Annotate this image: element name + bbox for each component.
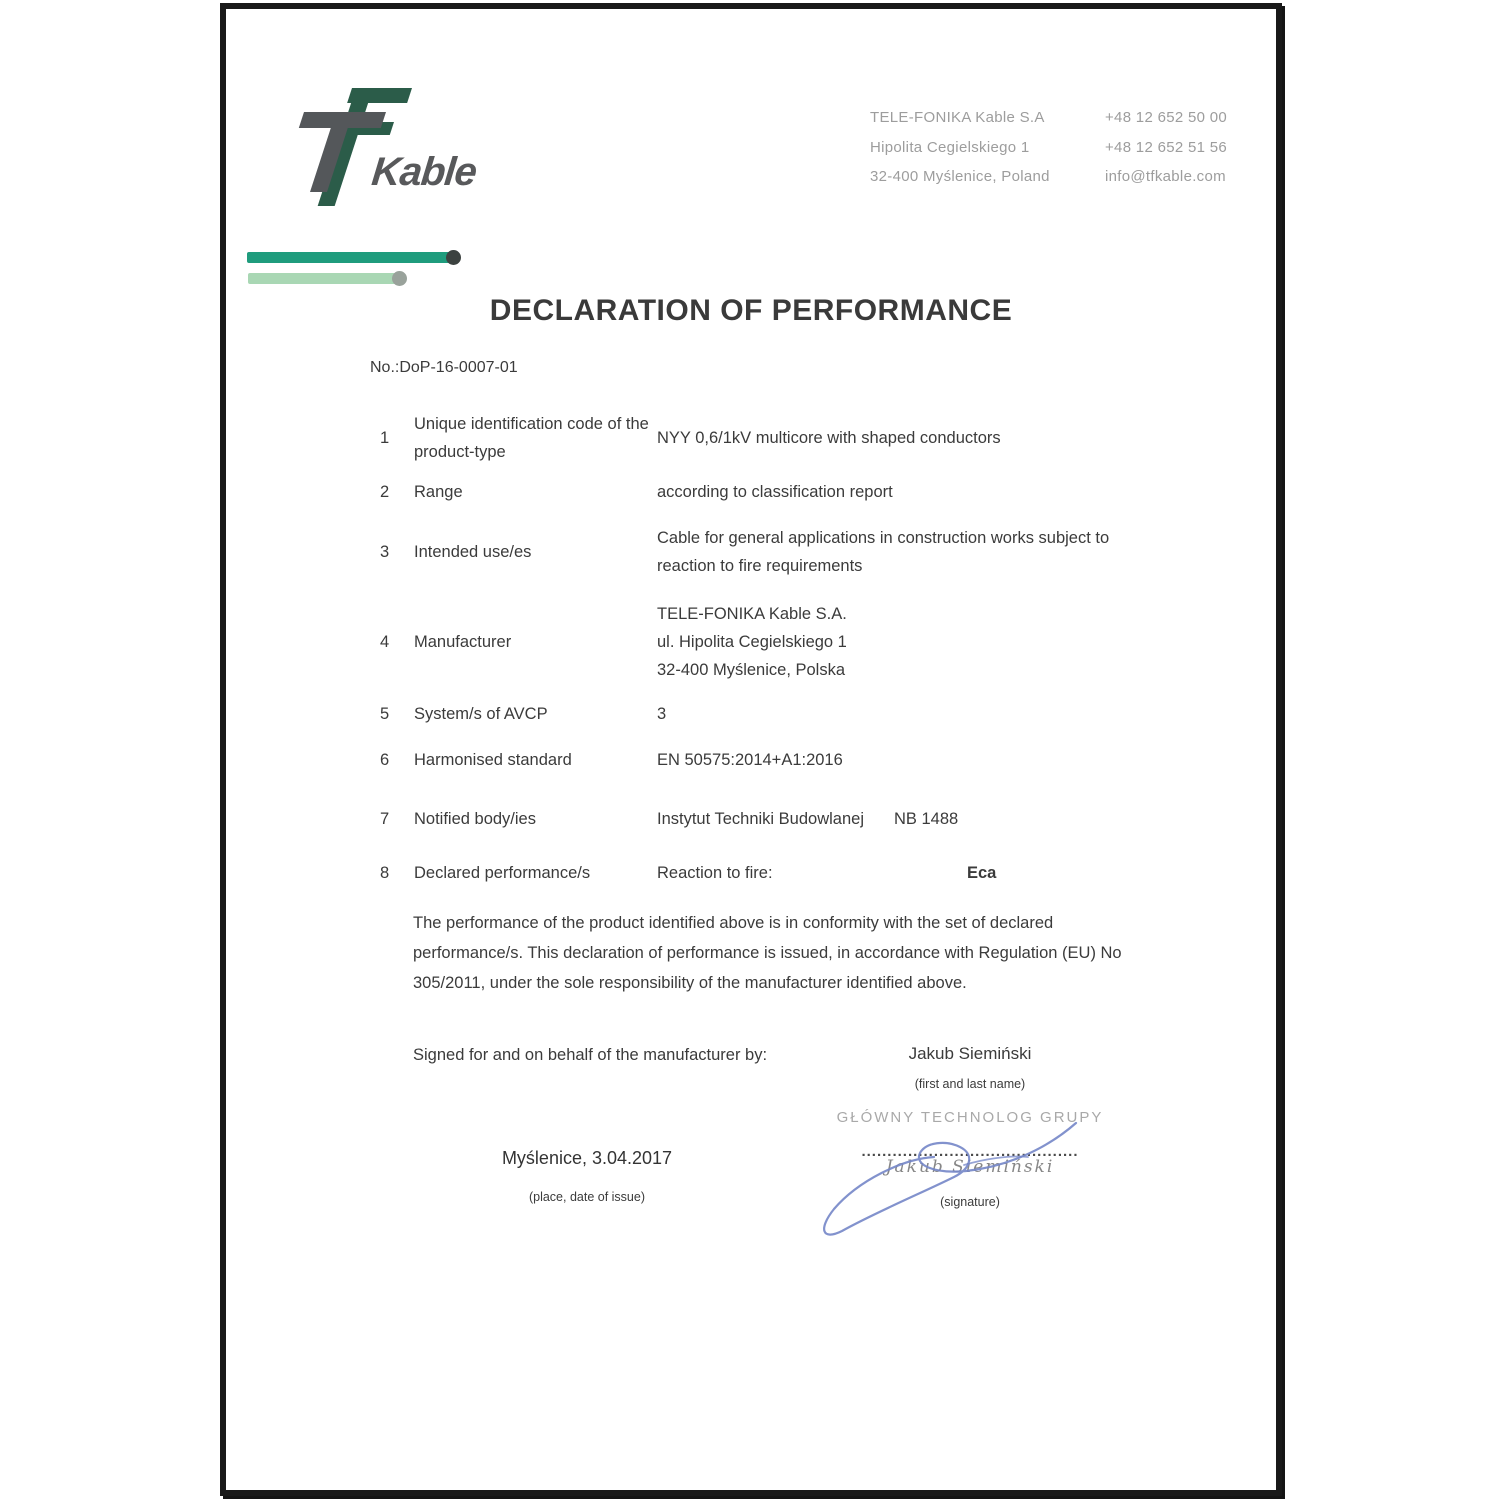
company-name: TELE-FONIKA Kable S.A: [870, 109, 1045, 126]
list-item-7: [380, 805, 1150, 833]
item-label: Intended use/es: [414, 543, 532, 561]
item-number: 4: [380, 633, 390, 651]
item-value: 3: [657, 705, 667, 723]
teal-rule-end-dot: [446, 250, 461, 265]
signature-dotted-line: ..........................................: [861, 1143, 1079, 1160]
item-value: according to classification report: [657, 483, 893, 501]
item-number: 2: [380, 483, 390, 501]
list-item-6: [380, 746, 1150, 774]
signed-by-label: Signed for and on behalf of the manufacturer by:: [413, 1046, 768, 1064]
notified-body-number: NB 1488: [893, 810, 959, 828]
tfkable-logo: [300, 88, 490, 208]
handwritten-signature: [814, 1107, 1114, 1247]
item-value: [657, 600, 1135, 684]
logo-f-top-bar: [347, 88, 412, 103]
manufacturer-line: TELE-FONIKA Kable S.A.: [657, 605, 847, 623]
list-item-5: [380, 700, 1150, 728]
light-green-rule: [248, 273, 398, 284]
list-item-3: [380, 524, 1150, 580]
page-title: DECLARATION OF PERFORMANCE: [489, 294, 1013, 327]
item-value: [657, 859, 1150, 887]
item-label: Harmonised standard: [414, 751, 572, 769]
notified-body-name: Instytut Techniki Budowlanej: [657, 810, 864, 828]
declaration-list: [380, 410, 1150, 887]
document-number: No.:DoP-16-0007-01: [370, 359, 518, 376]
item-number: 6: [380, 751, 390, 769]
document-page: [220, 3, 1282, 1496]
item-number: 1: [380, 429, 390, 447]
list-item-2: [380, 478, 1150, 506]
light-green-rule-end-dot: [392, 271, 407, 286]
stamp-name: Jakub Siemiński: [885, 1157, 1055, 1177]
reaction-to-fire-label: Reaction to fire:: [657, 864, 773, 882]
item-value: NYY 0,6/1kV multicore with shaped conductors: [657, 429, 1001, 447]
item-label: System/s of AVCP: [414, 705, 548, 723]
conformity-statement: The performance of the product identified above is in conformity with the set of declared performance/s. This declaration of performance is issued, in accordance with Regulation (EU) No 305/2011, under the sole responsibility of the manufacturer identified above.: [413, 914, 1122, 992]
list-item-4: [380, 600, 1150, 684]
item-label: Range: [414, 483, 463, 501]
item-number: 3: [380, 543, 390, 561]
header-company-address: [870, 103, 1100, 192]
teal-rule: [247, 252, 454, 263]
email: info@tfkable.com: [1105, 168, 1226, 185]
name-caption: (first and last name): [914, 1077, 1026, 1091]
item-label: Unique identification code of the product-type: [414, 415, 649, 461]
logo-wordmark: Kable: [369, 150, 479, 194]
list-item-1: [380, 410, 1150, 466]
company-street: Hipolita Cegielskiego 1: [870, 138, 1030, 156]
phone-2: +48 12 652 51 56: [1105, 138, 1227, 156]
signatory-name: Jakub Siemiński: [908, 1044, 1032, 1063]
item-label: Manufacturer: [414, 633, 512, 651]
manufacturer-line: 32-400 Myślenice, Polska: [657, 661, 846, 679]
item-label: Declared performance/s: [414, 864, 591, 882]
item-value: [657, 805, 1150, 833]
list-item-8: [380, 859, 1150, 887]
header-contact-details: [1105, 103, 1285, 192]
item-value: EN 50575:2014+A1:2016: [657, 751, 843, 769]
item-number: 7: [380, 810, 390, 828]
stamp-title: GŁÓWNY TECHNOLOG GRUPY: [836, 1109, 1104, 1126]
reaction-to-fire-class: Eca: [967, 864, 997, 882]
company-city: 32-400 Myślenice, Poland: [870, 168, 1050, 185]
place-date-caption: (place, date of issue): [528, 1190, 646, 1204]
phone-1: +48 12 652 50 00: [1105, 109, 1227, 126]
place-and-date: Myślenice, 3.04.2017: [501, 1148, 673, 1168]
item-label: Notified body/ies: [414, 810, 536, 828]
item-value: Cable for general applications in construction works subject to reaction to fire requirements: [657, 529, 1110, 575]
signature-caption: (signature): [940, 1195, 1000, 1209]
manufacturer-line: ul. Hipolita Cegielskiego 1: [657, 633, 847, 651]
item-number: 5: [380, 705, 390, 723]
item-number: 8: [380, 864, 390, 882]
